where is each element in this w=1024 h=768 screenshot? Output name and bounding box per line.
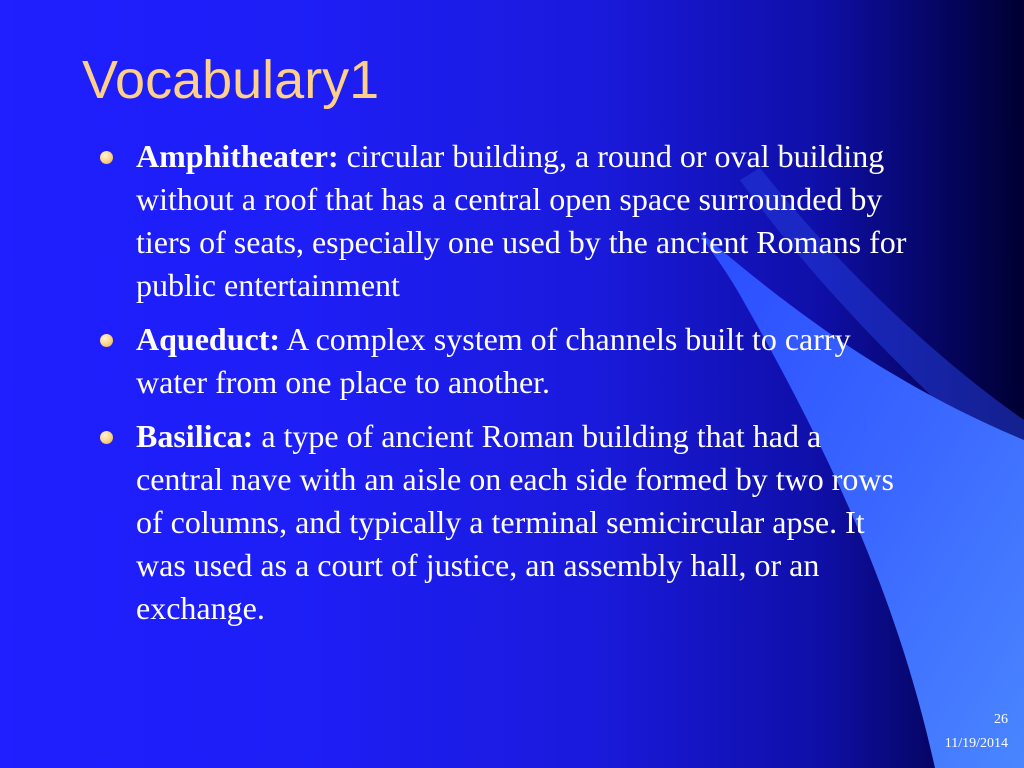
bullet-icon xyxy=(100,334,113,347)
bullet-icon xyxy=(100,151,113,164)
page-number: 26 xyxy=(994,712,1008,727)
vocabulary-item-basilica xyxy=(100,415,912,630)
definition-basilica: a type of ancient Roman building that had a central nave with an aisle on each side formed by two rows of columns, and typically a terminal semicircular apse. It was used as a court of justice, an assembly hall, or an exchange. xyxy=(136,418,894,626)
slide-date: 11/19/2014 xyxy=(944,736,1008,751)
definition-amphitheater: circular building, a round or oval building without a roof that has a central open space surrounded by tiers of seats, especially one used by the ancient Romans for public entertainment xyxy=(136,138,907,303)
vocabulary-list xyxy=(100,135,912,641)
bullet-icon xyxy=(100,431,113,444)
vocabulary-item-amphitheater xyxy=(100,135,912,307)
vocabulary-item-aqueduct xyxy=(100,318,912,404)
definition-aqueduct: A complex system of channels built to carry water from one place to another. xyxy=(136,321,851,400)
term-basilica: Basilica: xyxy=(136,418,254,454)
term-amphitheater: Amphitheater: xyxy=(136,138,339,174)
slide-title: Vocabulary1 xyxy=(82,50,380,110)
term-aqueduct: Aqueduct: xyxy=(136,321,281,357)
